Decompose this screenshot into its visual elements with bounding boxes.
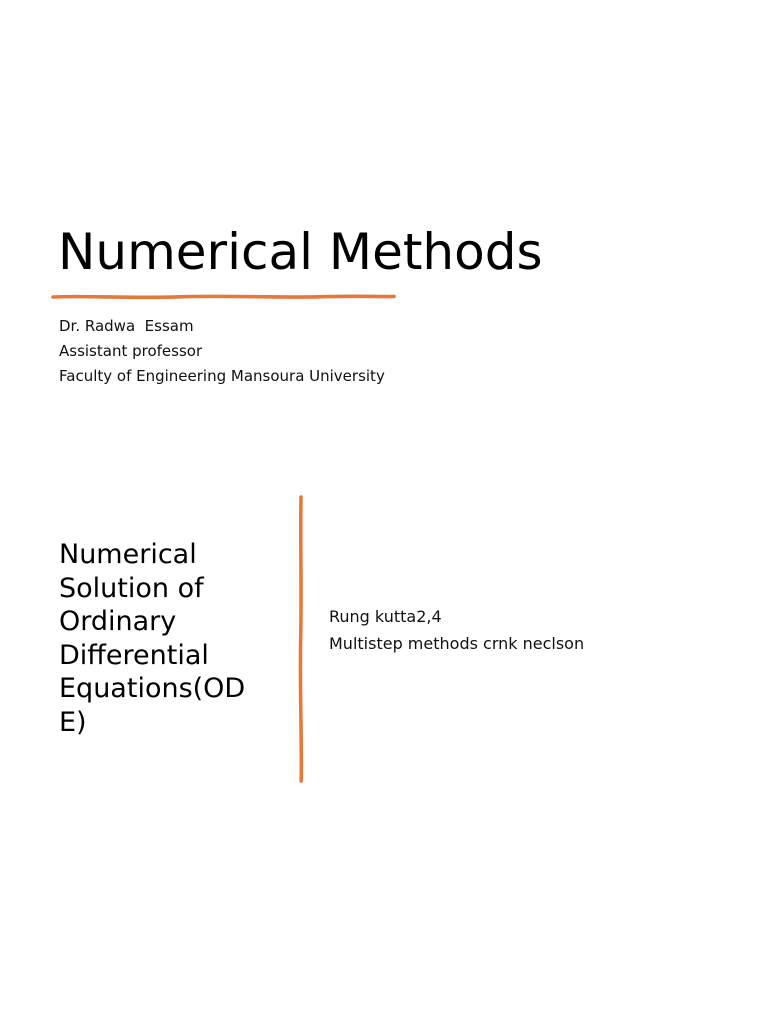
topic-item: Multistep methods crnk neclson <box>329 634 585 653</box>
title-underline <box>50 291 398 303</box>
topic-item: Rung kutta2,4 <box>329 607 442 626</box>
section-title <box>59 538 281 739</box>
slide-title: Numerical Methods <box>58 223 543 281</box>
author-role: Assistant professor <box>59 342 203 360</box>
section-title-line: Numerical <box>59 539 197 570</box>
author-block <box>59 314 385 389</box>
vertical-divider <box>294 493 308 785</box>
author-affiliation: Faculty of Engineering Mansoura University <box>59 367 385 385</box>
section-title-line: Differential <box>59 639 209 671</box>
author-name: Dr. Radwa Essam <box>59 317 194 335</box>
section-title-line: E) <box>59 706 87 738</box>
section-title-line: Solution of <box>59 572 204 604</box>
section-title-line: Ordinary <box>59 606 177 637</box>
topic-list <box>329 603 584 657</box>
section-title-line: Equations(OD <box>59 673 246 704</box>
